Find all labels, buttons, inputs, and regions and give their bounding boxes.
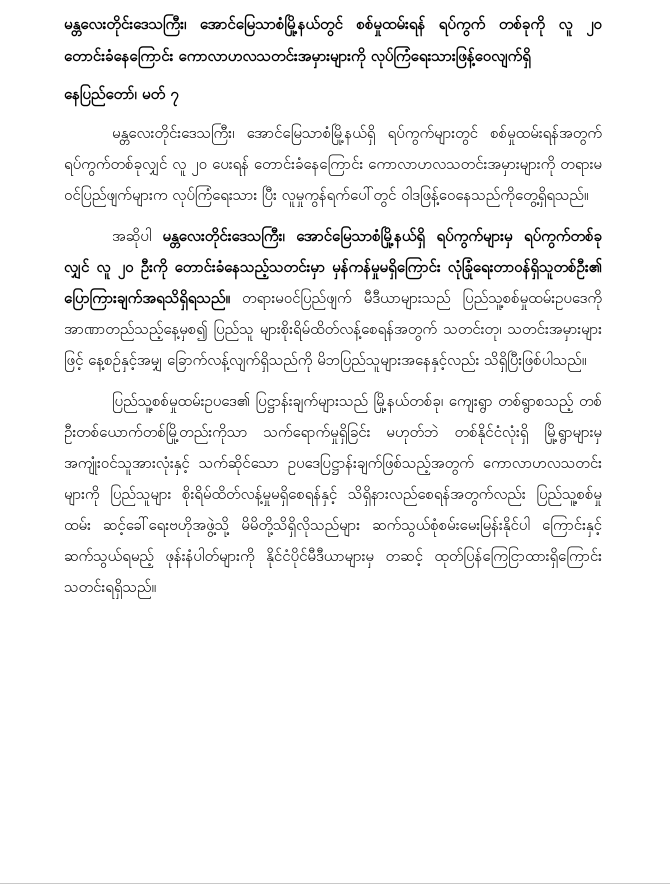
paragraph-2-rest: တရားမဝင်ပြည်ဖျက် မီဒီယာများသည် ပြည်သူ့စစ်မှုထမ်းဥပဒေကို အာဏာတည်သည့်နေ့မှစ၍ ပြည်သူ များစိုးရိမ်ထိတ်လန့်စေရန်အတွက် သတင်းတု၊ သတင်းအမှားများဖြင့် နေ့စဉ်နှင့်အမျှ ခြောက်လန့်လျက်ရှိသည်ကို မိဘပြည်သူများအနေနှင့်လည်း သိရှိပြီးဖြစ်ပါသည်။ bbox=[64, 289, 602, 369]
headline: မန္တလေးတိုင်းဒေသကြီး၊ အောင်မြေသာစံမြို့နယ်တွင် စစ်မှုထမ်းရန် ရပ်ကွက် တစ်ခုကို လူ ၂၀ တောင်းခံနေကြောင်း ကောလာဟလသတင်းအမှားများကို လုပ်ကြံရေးသားဖြန့်ဝေလျက်ရှိ bbox=[64, 15, 602, 65]
paragraph-2-bold-statement: မန္တလေးတိုင်းဒေသကြီး၊ အောင်မြေသာစံမြို့နယ်ရှိ ရပ်ကွက်များမှ ရပ်ကွက်တစ်ခုလျှင် လူ ၂၀ ဦးကို တောင်းခံနေသည့်သတင်းမှာ မှန်ကန်မှုမရှိကြောင်း လုံခြုံရေးတာဝန်ရှိသူတစ်ဦး၏ ပြောကြားချက်အရသိရှိရသည်။ bbox=[64, 227, 602, 307]
paragraph-3 bbox=[64, 386, 602, 603]
document-body bbox=[64, 8, 602, 613]
paragraph-3-text: ပြည်သူ့စစ်မှုထမ်းဥပဒေ၏ ပြဋ္ဌာန်းချက်များသည် မြို့နယ်တစ်ခု၊ ကျေးရွာ တစ်ရွာစသည့် တစ်ဦးတစ်ယောက်တစ်မြို့တည်းကိုသာ သက်ရောက်မှုရှိခြင်း မဟုတ်ဘဲ တစ်နိုင်ငံလုံးရှိ မြို့ရွာများမှ အကျုံးဝင်သူအားလုံးနှင့် သက်ဆိုင်သော ဥပဒေပြဋ္ဌာန်းချက်ဖြစ်သည့်အတွက် ကောလာဟလသတင်းများကို ပြည်သူများ စိုးရိမ်ထိတ်လန့်မှုမရှိစေရန်နှင့် သိရှိနားလည်စေရန်အတွက်လည်း ပြည်သူ့စစ်မှုထမ်း ဆင့်ခေါ်ရေးဗဟိုအဖွဲ့သို့ မိမိတို့သိရှိလိုသည်များ ဆက်သွယ်စုံစမ်းမေးမြန်းနိုင်ပါ ကြောင်းနှင့် ဆက်သွယ်ရမည့် ဖုန်းနံပါတ်များကို နိုင်ငံပိုင်မီဒီယာများမှ တဆင့် ထုတ်ပြန်ကြေငြာထားရှိကြောင်း သတင်းရရှိသည်။ bbox=[64, 392, 602, 596]
paragraph-2-lead: အဆိုပါ bbox=[112, 227, 163, 245]
page-bottom-divider bbox=[0, 883, 670, 884]
paragraph-1 bbox=[64, 118, 602, 211]
paragraph-1-text: မန္တလေးတိုင်းဒေသကြီး၊ အောင်မြေသာစံမြို့နယ်ရှိ ရပ်ကွက်များတွင် စစ်မှုထမ်းရန်အတွက် ရပ်ကွက်တစ်ခုလျှင် လူ ၂၀ ပေးရန် တောင်းခံနေကြောင်း ကောလာဟလသတင်းအမှားများကို တရားမဝင်ပြည်ဖျက်များက လုပ်ကြံရေးသား ပြီး လူမှုကွန်ရက်ပေါ်တွင် ဝါဒဖြန့်ဝေနေသည်ကိုတွေ့ရှိရသည်။ bbox=[64, 124, 602, 204]
paragraph-2 bbox=[64, 221, 602, 376]
dateline: နေပြည်တော်၊ မတ် ၇ bbox=[64, 85, 179, 103]
